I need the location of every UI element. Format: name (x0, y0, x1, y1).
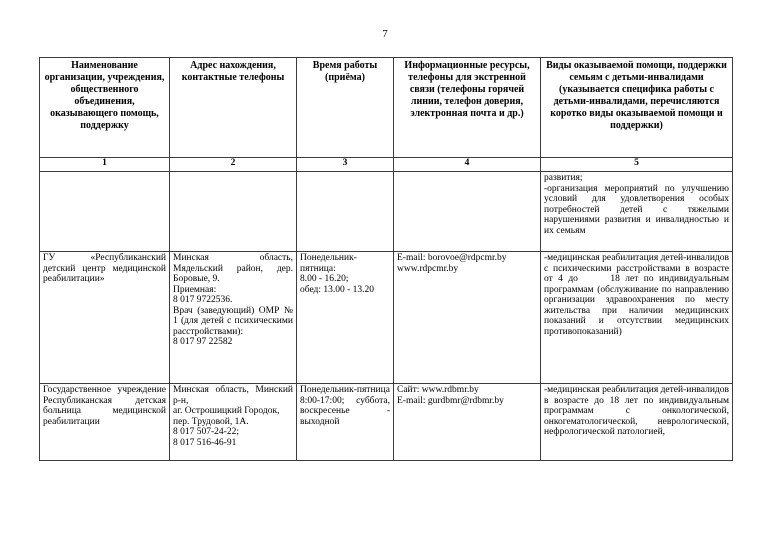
cell-paragraph: обед: 13.00 - 13.20 (300, 284, 375, 295)
cell-paragraph: E-mail: borovoe@rdpcmr.by (397, 253, 507, 263)
table-cell (40, 172, 170, 252)
cell-paragraph: -медицинская реабилитация детей-инвалидов с психическими расстройствами в возрасте от 4 до 18 лет по индивидуальным программам (обслуживание по направлению организации здравоохранения по месту жительства при наличии медицинских показаний и отсутствии медицинских противопоказаний) (544, 253, 729, 337)
cell-paragraph: Врач (заведующий) ОМР № 1 (для детей с психическими расстройствами): (173, 305, 293, 337)
cell-paragraph: Понедельник-пятница 8:00-17:00; суббота, воскресенье - выходной (300, 385, 390, 427)
cell-paragraph: Минская область, Мядельский район, дер. Боровые, 9. (173, 253, 293, 284)
cell-paragraph: ГУ «Республиканский детский центр медицинской реабилитации» (43, 253, 166, 284)
table-cell (394, 172, 541, 252)
cell-paragraph: развития; (544, 173, 583, 183)
cell-paragraph: Минская область, Минский р-н, (173, 385, 293, 406)
table-cell (297, 252, 394, 384)
column-number: 5 (541, 158, 733, 172)
cell-paragraph: Сайт: www.rdbmr.by (397, 385, 479, 395)
table-cell (394, 384, 541, 461)
column-number: 1 (40, 158, 170, 172)
table-cell (170, 384, 297, 461)
row-rdbmr (40, 384, 733, 461)
row-continuation (40, 172, 733, 252)
column-numbers-row (40, 158, 733, 172)
table-cell (40, 384, 170, 461)
table-cell (170, 172, 297, 252)
cell-paragraph: 8 017 516-46-91 (173, 437, 237, 448)
table-cell (170, 252, 297, 384)
cell-paragraph: аг. Острошицкий Городок, (173, 406, 280, 416)
table-cell (297, 384, 394, 461)
cell-paragraph: 8 017 507-24-22; (173, 427, 239, 437)
column-header: Виды оказываемой помощи, поддержки семьям с детьми-инвалидами (указывается специфика работы с детьми-инвалидами, перечисляются коротко виды оказываемой помощи и поддержки) (541, 58, 733, 158)
column-header: Адрес нахождения, контактные телефоны (170, 58, 297, 158)
page-number: 7 (382, 29, 388, 40)
column-number: 4 (394, 158, 541, 172)
table-cell (40, 252, 170, 384)
table-cell (297, 172, 394, 252)
table-header-row (40, 58, 733, 158)
cell-paragraph: пер. Трудовой, 1А. (173, 416, 249, 427)
table-body (40, 172, 733, 461)
cell-paragraph: -организация мероприятий по улучшению условий для удовлетворения особых потребностей детей с тяжелыми нарушениями развития и инвалидностью и их семьям (544, 183, 729, 236)
column-number: 3 (297, 158, 394, 172)
cell-paragraph: 8 017 9722536. (173, 295, 233, 305)
cell-paragraph: -медицинская реабилитация детей-инвалидов в возрасте до 18 лет по индивидуальным программам с онкологической, онкогематологической, неврологической, нефрологической патологией, (544, 385, 729, 437)
column-header: Наименование организации, учреждения, общественного объединения, оказывающего помощь, поддержку (40, 58, 170, 158)
org-table (39, 57, 733, 461)
cell-paragraph: E-mail: gurdbmr@rdbmr.by (397, 395, 504, 406)
cell-paragraph: Приемная: (173, 284, 217, 295)
table-cell (541, 252, 733, 384)
table-cell (541, 172, 733, 252)
column-number: 2 (170, 158, 297, 172)
cell-paragraph: 8 017 97 22582 (173, 337, 233, 347)
cell-paragraph: 8.00 - 16.20; (300, 274, 349, 284)
cell-paragraph: Понедельник-пятница: (300, 253, 357, 274)
cell-paragraph: Государственное учреждение Республиканская детская больница медицинской реабилитации (43, 385, 166, 427)
table-cell (394, 252, 541, 384)
table-cell (541, 384, 733, 461)
row-rdpcmr (40, 252, 733, 384)
cell-paragraph: www.rdpcmr.by (397, 263, 459, 274)
column-header: Информационные ресурсы, телефоны для экстренной связи (телефоны горячей линии, телефон доверия, электронная почта и др.) (394, 58, 541, 158)
column-header: Время работы (приёма) (297, 58, 394, 158)
